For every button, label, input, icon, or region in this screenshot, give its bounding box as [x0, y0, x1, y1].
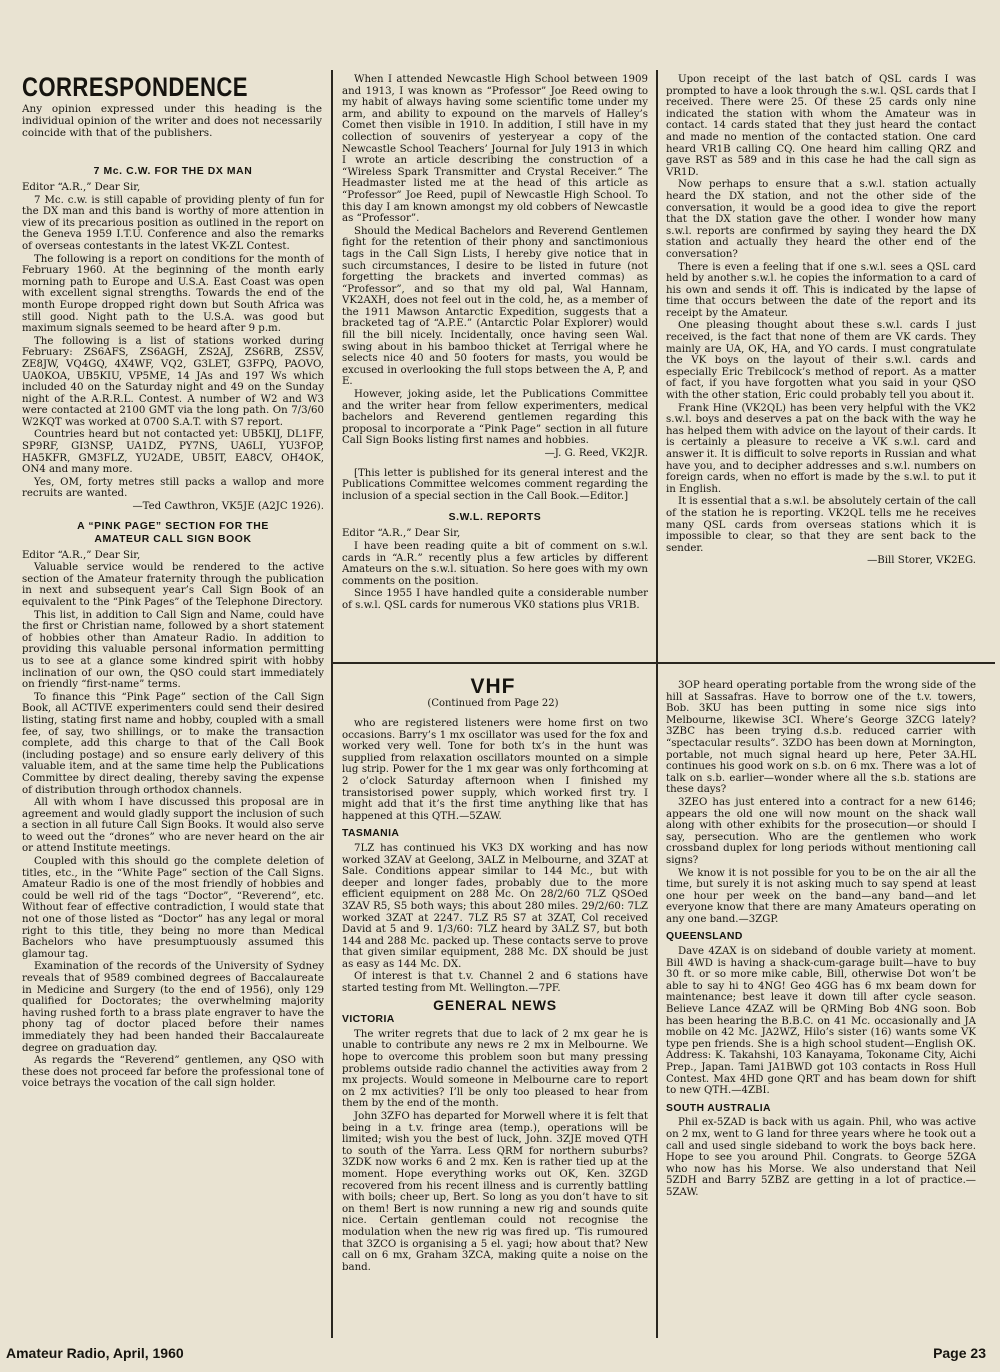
column-2-lower [342, 718, 648, 1338]
letter1-heading: 7 Mc. C.W. FOR THE DX MAN [93, 166, 253, 177]
letter3-paragraph: Upon receipt of the last batch of QSL cards I was prompted to have a look through the s.w.l. QSL cards that I received. There were 25. Of these 25 cards only nine indicated the station with whom the Amateur was in contact. 14 cards stated that they just heard the contact and made no mention of the contacted station. One card heard VR1B calling CQ. One heard him calling QRZ and gave RST as 589 and in this case he had the call sign as VR1D. [666, 74, 976, 178]
tasmania-paragraph: 7LZ has continued his VK3 DX working and has now worked 3ZAV at Geelong, 3ALZ in Melbourne, and 3ZAT at Sale. Conditions appear similar to 144 Mc., but with deeper and longer fades, probably due to the more efficient equipment on 288 Mc. On 28/2/60 7LZ QSOed 3ZAV R5, S5 both ways; this about 280 miles. 29/2/60: 7LZ worked 3ZAT at 2247. 7LZ R5 S7 at 3ZAT, Col received David at 5 and 9. 1/3/60: 7LZ heard by 3ALZ S7, but both 144 and 288 Mc. packed up. These contacts serve to prove that given similar equipment, 288 Mc. DX should be just as easy as 144 Mc. DX. [342, 842, 648, 970]
letter1-salutation: Editor “A.R.,” Dear Sir, [22, 182, 141, 193]
south-australia-heading: SOUTH AUSTRALIA [666, 1102, 771, 1114]
column-2-upper [342, 74, 648, 658]
footer-publication: Amateur Radio, April, 1960 [6, 1345, 184, 1361]
letter2-paragraph: To finance this “Pink Page” section of the Call Sign Book, all ACTIVE experimenters could send their desired listing, stating first name and hobby, coupled with a small fee, of say, two shillings, or to make the transaction complete, add this charge to that of the Call Book (including postage) and so ensure early delivery of this valuable item, and at the same time help the Publications Committee by direct dealing, thereby saving the expense of distribution through orthodox channels. [22, 691, 324, 796]
victoria-paragraph: 3ZEO has just entered into a contract for a new 6146; appears the old one will now mount on the shack wall along with other exhibits for the prosecution—or should I say, persecution. Who are the gentlemen who work crossband duplex for long periods without mentioning call signs? [666, 796, 976, 866]
tasmania-heading: TASMANIA [342, 828, 400, 840]
letter3-paragraph: It is essential that a s.w.l. be absolutely certain of the call of the station he is reporting. VK2QL tells me he receives many QSL cards from overseas stations which it is impossible to clear, so that they are sent back to the sender. [666, 496, 976, 554]
footer-page-number: Page 23 [933, 1345, 986, 1361]
letter1-paragraph: Yes, OM, forty metres still packs a wallop and more recruits are wanted. [22, 476, 324, 500]
letter2-paragraph: All with whom I have discussed this proposal are in agreement and would gladly support the inclusion of such a section in all future Call Sign Books. It would also serve to weed out the “drones” who are never heard on the air or attend Institute meetings. [22, 797, 324, 855]
victoria-paragraph: 3OP heard operating portable from the wrong side of the hill at Sassafras. Have to borrow one of the t.v. towers, Bob. 3KU has been putting in some nice sigs into Melbourne, likewise 3CI. Where’s George 3ZCG lately? 3ZBC has been trying d.s.b. reduced carrier with “spectacular results”. 3ZDO has been down at Mornington, portable, not much signal heard up here, Peter 3A.HL continues his good work on s.b. on 6 mx. There was a lot of talk on s.b. earlier—wonder where all the s.b. stations are these days? [666, 680, 976, 796]
section-rule [333, 662, 995, 664]
letter2-heading-line2: AMATEUR CALL SIGN BOOK [94, 533, 252, 545]
vhf-paragraph: who are registered listeners were home first on two occasions. Barry’s 1 mx oscillator was used for the fox and worked very well. Tone for both tx’s in the hunt was supplied from relaxation oscillators mounted on a simple lug strip. Power for the 1 mx gear was only forthcoming at 2 o’clock Saturday afternoon when I finished my transistorised power supply, which worked first try. I might add that it’s the first time anything like that has happened at this QTH.—5ZAW. [342, 718, 648, 822]
column-rule-left [331, 70, 333, 1338]
letter2-paragraph: Should the Medical Bachelors and Reverend Gentlemen fight for the retention of their phony and sanctimonious tags in the Call Sign Lists, I hereby give notice that in such circumstances, I desire to be listed in future (not forgetting the brackets and inverted commas) as “Professor”, and so that my old pal, Wal Hannam, VK2AXH, does not feel out in the cold, he, as a member of the 1911 Mawson Antarctic Expedition, suggests that a bracketed tag of “A.P.E.” (Antarctic Polar Explorer) would fill the bill nicely. Incidentally, once having seen Wal. swing about in his bamboo thicket at Terrigal where he selects nice 40 and 50 footers for masts, you would be excused in overlooking the full stops between the A, P, and E. [342, 225, 648, 388]
victoria-paragraph: We know it is not possible for you to be on the air all the time, but surely it is not asking much to say spend at least one hour per week on the band—any band—and let everyone know that there are many Amateurs operating on any one band.—3ZGP. [666, 867, 976, 925]
queensland-paragraph: Dave 4ZAX is on sideband of double variety at moment. Bill 4WD is having a shack-cum-garage built—have to buy 30 ft. or so more mike cable, Bill, otherwise Dot won’t be able to say hi to 4NG! Geo 4GG has 6 mx beam down for maintenance; best leave it down till after cycle season. Believe Lance 4ZAZ will be QRMing Bob 4NG soon. Bob has been hearing the B.B.C. on 41 Mc. occasionally and JA mobile on 42 Mc. JA2WZ, Hilo’s sister (16) wants some VK type pen friends. She is a high school student—English OK. Address: K. Takahshi, 103 Kanayama, Tokoname City, Aichi Prep., Japan. Tami JA1BWD got 103 contacts in Ross Hull Contest. Max 4HD gone QRT and has beam down for shift to new QTH.—4ZBI. [666, 946, 976, 1097]
south-australia-paragraph: Phil ex-5ZAD is back with us again. Phil, who was active on 2 mx, went to G land for three years where he took out a call and used single sideband to work the boys back here. Hope to see you around Phil. Congrats. to George 5ZGA who now has his Morse. We also understand that Neil 5ZDH and Barry 5ZBZ are getting in a lot of practice.—5ZAW. [666, 1117, 976, 1198]
letter2-paragraph: However, joking aside, let the Publications Committee and the writer hear from fellow experimenters, medical bachelors and Reverend gentlemen regarding this proposal to incorporate a “Pink Page” section in all future Call Sign Books listing first names and hobbies. [342, 389, 648, 447]
letter3-paragraph: Since 1955 I have handled quite a considerable number of s.w.l. QSL cards for numerous VK0 stations plus VR1B. [342, 588, 648, 611]
letter2-salutation: Editor “A.R.,” Dear Sir, [22, 549, 141, 561]
tasmania-paragraph: Of interest is that t.v. Channel 2 and 6 stations have started testing from Mt. Wellington.—7PF. [342, 971, 648, 995]
queensland-heading: QUEENSLAND [666, 931, 743, 943]
letter1-paragraph: Countries heard but not contacted yet: UB5KIJ, DL1FF, SP9RF, GI3NSP, UA1DZ, PY7NS, UA6LI, YU3FOP, HA5KFR, GM3FLZ, YU2ADE, UB5IT, EA8CV, OH4OK, ON4 and many more. [22, 429, 324, 476]
letter2-paragraph: Valuable service would be rendered to the active section of the Amateur fraternity through the publication in next and subsequent year’s Call Sign Book of an equivalent to the “Pink Pages” of the Telephone Directory. [22, 562, 324, 608]
letter3-salutation: Editor “A.R.,” Dear Sir, [342, 528, 461, 540]
letter3-paragraph: Now perhaps to ensure that a s.w.l. station actually heard the DX station, and not the other side of the conversation, it would be a good idea to give the report that the DX station gave the other. I wonder how many s.w.l. reports are confirmed by saying they heard the DX station and actually they heard the other end of the conversation? [666, 179, 976, 260]
letter3-paragraph: I have been reading quite a bit of comment on s.w.l. cards in “A.R.” recently plus a few articles by different Amateurs on the s.w.l. situation. So here goes with my own comments on the position. [342, 540, 648, 587]
letter2-paragraph: This list, in addition to Call Sign and Name, could have the first or Christian name, followed by a short statement of hobbies other than Amateur Radio. In addition to providing this valuable personal information permitting us to see at a glance some kindred spirit with hobby inclination of our own, the QSO could start immediately on friendly “first-name” terms. [22, 609, 324, 691]
letter1-signature: —Ted Cawthron, VK5JE (A2JC 1926). [132, 501, 324, 513]
victoria-paragraph: John 3ZFO has departed for Morwell where it is felt that being in a t.v. fringe area (temp.), operations will be limited; wish you the best of luck, John. 3ZJE moved QTH to south of the Yarra. Less QRM for northern suburbs? 3ZDK now works 6 and 2 mx. Ken is rather tied up at the moment. Hope everything works out OK, Ken. 3ZGD recovered from his recent illness and is currently battling with boils; cheer up, Bert. So long as you don’t have to sit on them! Bert is now running a new rig and sounds quite nice. Certain gentleman could not recognise the modulation when the new rig was fired up. ’Tis rumoured that 3ZCO is organising a 5 el. yagi; how about that? New call on 6 mx, Graham 3ZCA, making quite a noise on the band. [342, 1111, 648, 1273]
letter1-paragraph: The following is a list of stations worked during February: ZS6AFS, ZS6AGH, ZS2AJ, ZS6RB, ZS5V, ZE8JW, VQ4GQ, 4X4WF, VQ2, G3LET, G3FPQ, PAOVO, UA0KOA, UB5KIU, VP5ME, 14 JAs and 197 Ws which included 40 on the Saturday night and 49 on the Sunday night of the A.R.R.L. Contest. A number of W2 and W3 were contacted at 2100 GMT via the long path. On 7/3/60 W2KQT was worked at 0700 S.A.T. with S7 report. [22, 335, 324, 428]
vhf-subtitle: (Continued from Page 22) [427, 698, 559, 709]
editor-note: [This letter is published for its general interest and the Publications Committee welcomes comment regarding the inclusion of a special section in the Call Book.—Editor.] [342, 467, 648, 502]
letter2-paragraph: As regards the “Reverend” gentlemen, any QSO with these does not proceed far before the professional tone of voice betrays the vocation of the call sign holder. [22, 1055, 324, 1090]
letter1-paragraph: 7 Mc. c.w. is still capable of providing plenty of fun for the DX man and this band is worthy of more attention in view of its precarious position as outlined in the report on the Geneva 1959 I.T.U. Conference and also the remarks of overseas contestants in the latest VK-ZL Contest. [22, 194, 324, 252]
letter1-paragraph: The following is a report on conditions for the month of February 1960. At the beginning of the month early morning path to Europe and U.S.A. East Coast was open with excellent signal strengths. Towards the end of the month Europe dropped right down but South Africa was still good. Night path to the U.S.A. was good but maximum signals seemed to be heard after 9 p.m. [22, 253, 324, 335]
column-rule-right [656, 70, 658, 1338]
letter2-paragraph: Coupled with this should go the complete deletion of titles, etc., in the “White Page” section of the Call Signs. Amateur Radio is one of the most friendly of hobbies and could be well rid of the tags “Doctor”, “Reverend”, etc. Without fear of effective contradiction, I would state that not one of those listed as “Doctor” has any legal or moral right to this title, they being no more than Medical Bachelors who have presumptuously assumed this glamour tag. [22, 856, 324, 960]
general-news-title: GENERAL NEWS [433, 996, 557, 1013]
letter3-paragraph: One pleasing thought about these s.w.l. cards I just received, is the fact that none of them are VK cards. They mainly are UA, OK, HA, and YO cards. I must congratulate the VK boys on the layout of their s.w.l. cards and especially Eric Trebilcock’s method of report. As a matter of fact, if you have forgotten what you said in your QSO with the other station, Eric could probably tell you about it. [666, 320, 976, 402]
column-1 [22, 160, 324, 1338]
letter2-heading-line1: A “PINK PAGE” SECTION FOR THE [77, 520, 269, 532]
column-3-lower [666, 680, 976, 1338]
victoria-paragraph: The writer regrets that due to lack of 2 mx gear he is unable to contribute any news re 2 mx in Melbourne. We hope to overcome this problem soon but many pressing problems outside radio channel the activities away from 2 mx projects. Would someone in Melbourne care to report on 2 mx activities? I’ll be only too pleased to hear from them by the end of the month. [342, 1028, 648, 1110]
letter2-paragraph: Examination of the records of the University of Sydney reveals that of 9589 combined degrees of Baccalaureate in Medicine and Surgery (to the end of 1956), only 129 qualified for Doctorates; the overwhelming majority having rushed forth to a brass plate engraver to have the phony tag of doctor placed before their names immediately they had been handed their Baccalaureate degree on graduation day. [22, 961, 324, 1054]
letter2-paragraph: When I attended Newcastle High School between 1909 and 1913, I was known as “Professor” Joe Reed owing to my habit of always having some scientific tome under my arm, and ability to expound on the marvels of Halley’s Comet then visible in 1910. In addition, I still have in my collection of souvenirs of yesteryear a copy of the Newcastle School Teachers’ Journal for July 1913 in which I wrote an article describing the construction of a “Wireless Spark Transmitter and Crystal Receiver.” The Headmaster listed me at the head of this article as “Professor” Joe Reed, pupil of Newcastle High School. To this day I am known amongst my old cobbers of Newcastle as “Professor”. [342, 74, 648, 225]
letter3-signature: —Bill Storer, VK2EG. [867, 555, 976, 567]
page-title: CORRESPONDENCE [22, 72, 248, 102]
vhf-title: VHF [470, 675, 516, 698]
letter2-signature: —J. G. Reed, VK2JR. [544, 448, 648, 459]
disclaimer: Any opinion expressed under this heading is the individual opinion of the writer and does not necessarily coincide with that of the publishers. [22, 103, 322, 139]
letter3-paragraph: There is even a feeling that if one s.w.l. sees a QSL card held by another s.w.l. he copies the information to a card of his own and sends it off. This is indicated by the lapse of time that occurs between the date of the report and its receipt by the Amateur. [666, 261, 976, 319]
letter3-heading: S.W.L. REPORTS [448, 512, 542, 524]
letter3-paragraph: Frank Hine (VK2QL) has been very helpful with the VK2 s.w.l. boys and deserves a pat on the back with the way he has helped them with advice on the layout of their cards. It is certainly a pleasure to receive a VK s.w.l. card and answer it. It is difficult to solve reports in Russian and what have you, and to decipher addresses and s.w.l. numbers on foreign cards, when no effort is made by the s.w.l. to put it in English. [666, 402, 976, 495]
victoria-heading: VICTORIA [342, 1014, 395, 1026]
column-3-upper [666, 74, 976, 658]
